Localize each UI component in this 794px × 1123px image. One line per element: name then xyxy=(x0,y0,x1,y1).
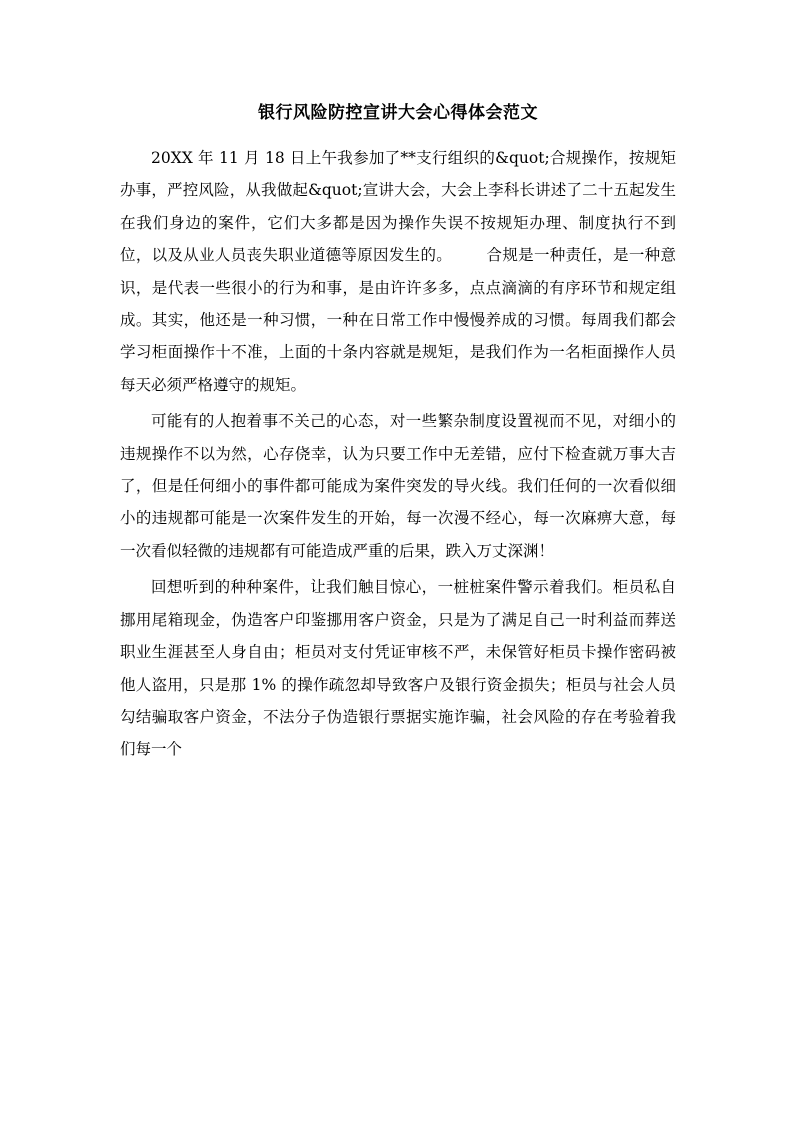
paragraph-1-part-1: 20XX 年 11 月 18 日上午我参加了**支行组织的&quot;合规操作，按规矩办事，严控风险，从我做起&quot;宣讲大会，大会上李科长讲述了二十五起发生在我们身边的案件，它们大多都是因为操作失误不按规矩办理、制度执行不到位，以及从业人员丧失职业道德等原因发生的。 xyxy=(120,149,676,265)
paragraph-2: 可能有的人抱着事不关己的心态，对一些繁杂制度设置视而不见，对细小的违规操作不以为然，心存侥幸，认为只要工作中无差错，应付下检查就万事大吉了，但是任何细小的事件都可能成为案件突发的导火线。我们任何的一次看似细小的违规都可能是一次案件发生的开始，每一次漫不经心，每一次麻痹大意，每一次看似轻微的违规都有可能造成严重的后果，跌入万丈深渊！ xyxy=(120,412,676,560)
paragraph-1 xyxy=(120,142,676,401)
document-body xyxy=(120,100,676,770)
paragraph-3: 回想听到的种种案件，让我们触目惊心，一桩桩案件警示着我们。柜员私自挪用尾箱现金，伪造客户印鉴挪用客户资金，只是为了满足自己一时利益而葬送职业生涯甚至人身自由；柜员对支付凭证审核不严，未保管好柜员卡操作密码被他人盗用，只是那 1% 的操作疏忽却导致客户及银行资金损失；柜员与社会人员勾结骗取客户资金，不法分子伪造银行票据实施诈骗，社会风险的存在考验着我们每一个 xyxy=(120,578,676,759)
paragraph-1-part-2: 合规是一种责任，是一种意识，是代表一些很小的行为和事，是由许许多多，点点滴滴的有序环节和规定组成。其实，他还是一种习惯，一种在日常工作中慢慢养成的习惯。每周我们都会学习柜面操作十不准，上面的十条内容就是规矩，是我们作为一名柜面操作人员每天必须严格遵守的规矩。 xyxy=(120,246,676,394)
document-title: 银行风险防控宣讲大会心得体会范文 xyxy=(258,103,538,123)
